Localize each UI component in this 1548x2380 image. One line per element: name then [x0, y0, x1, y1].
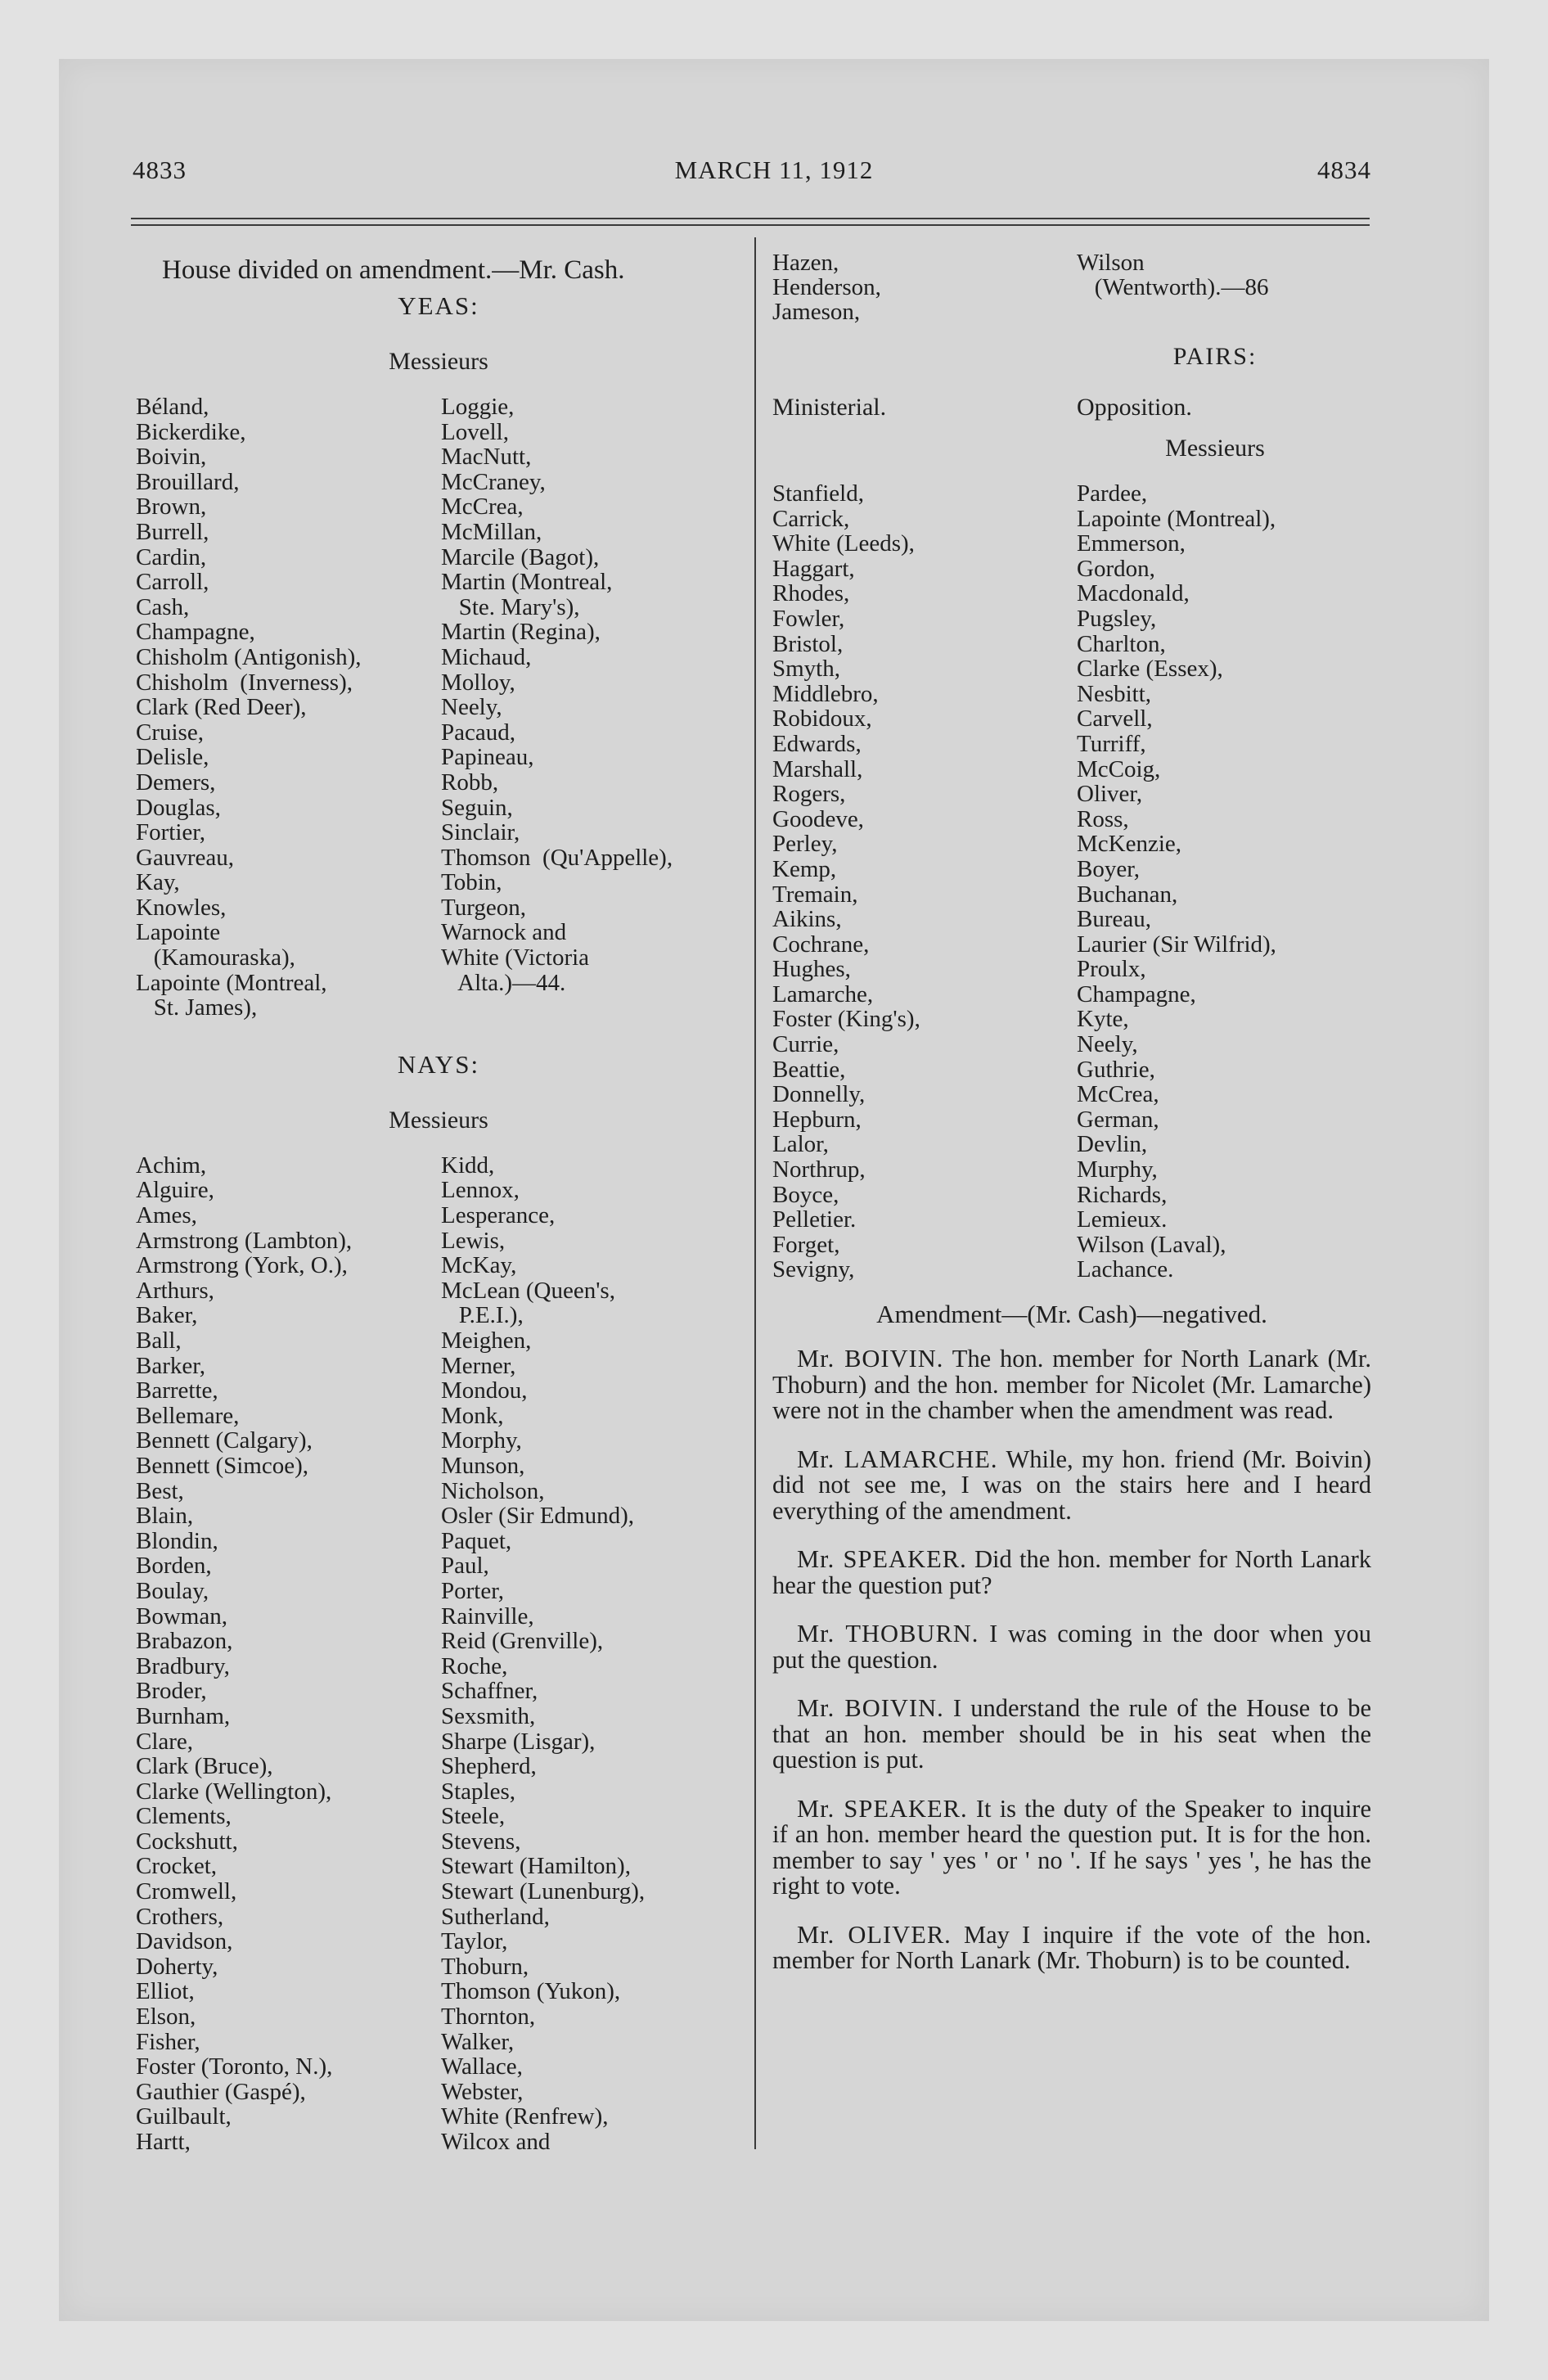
left-column: [136, 250, 741, 2155]
member-name: Haggart,: [772, 555, 855, 582]
member-name: McLean (Queen's,: [441, 1277, 615, 1304]
member-name: Kyte,: [1077, 1006, 1129, 1033]
member-name: Rhodes,: [772, 580, 850, 607]
member-name: White (Victoria: [441, 944, 590, 971]
member-name: Kay,: [136, 869, 180, 896]
member-name: Ross,: [1077, 805, 1129, 832]
member-name: Hughes,: [772, 956, 851, 983]
member-name: Nicholson,: [441, 1477, 545, 1504]
member-name: P.E.I.),: [441, 1302, 524, 1329]
member-name: Northrup,: [772, 1156, 866, 1183]
header-rule: [131, 224, 1370, 226]
member-name: Kidd,: [441, 1152, 495, 1179]
member-name: Fisher,: [136, 2028, 200, 2055]
member-name: Cromwell,: [136, 1878, 237, 1905]
speaker-name: Mr. BOIVIN.: [797, 1345, 944, 1373]
member-name: McCrea,: [441, 494, 524, 521]
member-name: Mondou,: [441, 1377, 528, 1404]
member-name: Sevigny,: [772, 1256, 855, 1283]
member-name: Brown,: [136, 494, 207, 521]
speaker-name: Mr. SPEAKER.: [797, 1794, 968, 1823]
nays-messieurs: Messieurs: [389, 1106, 488, 1134]
nays-list: [136, 1153, 741, 2155]
yeas-list: [136, 394, 741, 1021]
member-name: Michaud,: [441, 643, 532, 670]
member-name: Foster (Toronto, N.),: [136, 2053, 333, 2080]
pairs-col2: [1077, 481, 1371, 1282]
member-name: McMillan,: [441, 518, 542, 545]
pairs-labels: [772, 393, 1371, 422]
member-name: Brabazon,: [136, 1628, 233, 1655]
member-name: Smyth,: [772, 656, 840, 683]
member-name: Bristol,: [772, 630, 844, 657]
member-name: Edwards,: [772, 730, 862, 757]
member-name: Armstrong (York, O.),: [136, 1252, 348, 1279]
member-name: Clark (Red Deer),: [136, 694, 307, 721]
member-name: Wilson: [1077, 250, 1145, 276]
member-name: Gordon,: [1077, 555, 1155, 582]
member-name: Murphy,: [1077, 1156, 1158, 1183]
member-name: Forget,: [772, 1231, 840, 1258]
member-name: Fortier,: [136, 819, 206, 846]
member-name: Crothers,: [136, 1903, 224, 1930]
debate-paragraph: [772, 1696, 1371, 1774]
member-name: Martin (Regina),: [441, 619, 601, 646]
member-name: Ball,: [136, 1327, 182, 1354]
member-name: Clark (Bruce),: [136, 1753, 273, 1780]
right-column: [772, 250, 1371, 1997]
member-name: Perley,: [772, 831, 838, 858]
member-name: Osler (Sir Edmund),: [441, 1503, 634, 1530]
debate-paragraph: [772, 1346, 1371, 1424]
member-name: Neely,: [1077, 1031, 1138, 1058]
speech-text: The hon. member for North Lanark (Mr. Thoburn) and the hon. member for Nicolet (Mr. Lamarche) were not in the chamber when the amendment was read.: [772, 1345, 1371, 1424]
member-name: Sinclair,: [441, 819, 520, 846]
member-name: Champagne,: [1077, 980, 1196, 1007]
member-name: Monk,: [441, 1402, 504, 1429]
member-name: Jameson,: [772, 299, 861, 325]
member-name: Champagne,: [136, 619, 255, 646]
member-name: Bennett (Calgary),: [136, 1427, 313, 1454]
member-name: Burrell,: [136, 518, 209, 545]
member-name: Webster,: [441, 2078, 524, 2105]
member-name: Tremain,: [772, 881, 858, 908]
member-name: Richards,: [1077, 1181, 1168, 1208]
member-name: Staples,: [441, 1778, 516, 1805]
speech-text: It is the duty of the Speaker to inquire if an hon. member heard the question put. It is for the hon. member to say ' yes ' or ' no '. If he says ' yes ', he has the right to vote.: [772, 1794, 1371, 1900]
member-name: Cruise,: [136, 719, 204, 746]
member-name: Cash,: [136, 593, 190, 620]
member-name: Rainville,: [441, 1602, 534, 1629]
member-name: Guilbault,: [136, 2103, 232, 2130]
member-name: Gauvreau,: [136, 844, 234, 871]
column-divider: [754, 237, 756, 2149]
page-date-title: MARCH 11, 1912: [674, 156, 874, 184]
member-name: Proulx,: [1077, 956, 1146, 983]
header-rule: [131, 218, 1370, 219]
member-name: Paquet,: [441, 1527, 512, 1554]
speaker-name: Mr. SPEAKER.: [797, 1545, 967, 1573]
opposition-label: Opposition.: [1077, 394, 1192, 421]
member-name: Carvell,: [1077, 705, 1153, 732]
member-name: Wilcox and: [441, 2129, 551, 2155]
member-name: Turriff,: [1077, 730, 1146, 757]
yeas-col2: [441, 394, 744, 1021]
member-name: Reid (Grenville),: [441, 1628, 604, 1655]
member-name: Walker,: [441, 2028, 515, 2055]
member-name: Paul,: [441, 1553, 489, 1580]
member-name: Thomson (Qu'Appelle),: [441, 844, 673, 871]
page-header: [0, 156, 1548, 188]
amendment-result: Amendment—(Mr. Cash)—negatived.: [876, 1300, 1267, 1328]
member-name: McCoig,: [1077, 755, 1161, 782]
member-name: Oliver,: [1077, 781, 1143, 808]
member-name: Laurier (Sir Wilfrid),: [1077, 931, 1276, 958]
debate-paragraph: [772, 1547, 1371, 1598]
member-name: Lennox,: [441, 1177, 520, 1204]
member-name: Douglas,: [136, 794, 221, 821]
nays-cont-col1: [772, 250, 1077, 324]
member-name: Stevens,: [441, 1828, 521, 1855]
member-name: Pugsley,: [1077, 605, 1157, 632]
member-name: Lalor,: [772, 1131, 829, 1158]
member-name: Marcile (Bagot),: [441, 543, 600, 570]
member-name: Ste. Mary's),: [441, 593, 580, 620]
pairs-list: [772, 481, 1371, 1282]
member-name: Cochrane,: [772, 931, 870, 958]
member-name: Hartt,: [136, 2129, 191, 2155]
member-name: Molloy,: [441, 669, 515, 696]
member-name: Stanfield,: [772, 480, 864, 507]
member-name: Clarke (Wellington),: [136, 1778, 332, 1805]
member-name: Lachance.: [1077, 1256, 1174, 1283]
member-name: Chisholm (Inverness),: [136, 669, 353, 696]
member-name: Beattie,: [772, 1056, 846, 1083]
pairs-messieurs: Messieurs: [1165, 435, 1265, 462]
division-title: House divided on amendment.—Mr. Cash.: [162, 255, 625, 285]
member-name: Baker,: [136, 1302, 198, 1329]
member-name: Merner,: [441, 1352, 516, 1379]
member-name: Arthurs,: [136, 1277, 214, 1304]
member-name: (Kamouraska),: [136, 944, 295, 971]
member-name: Lapointe (Montreal,: [136, 969, 327, 996]
member-name: Bowman,: [136, 1602, 227, 1629]
member-name: Guthrie,: [1077, 1056, 1155, 1083]
member-name: Chisholm (Antigonish),: [136, 643, 362, 670]
member-name: Fowler,: [772, 605, 845, 632]
speech-text: While, my hon. friend (Mr. Boivin) did not see me, I was on the stairs here and I heard everything of the amendment.: [772, 1445, 1371, 1525]
member-name: Béland,: [136, 394, 209, 420]
member-name: Cockshutt,: [136, 1828, 238, 1855]
member-name: Shepherd,: [441, 1753, 537, 1780]
member-name: Sexsmith,: [441, 1702, 536, 1729]
speech-text: I was coming in the door when you put the question.: [772, 1620, 1372, 1674]
member-name: McKenzie,: [1077, 831, 1182, 858]
member-name: Alguire,: [136, 1177, 214, 1204]
member-name: Brouillard,: [136, 468, 240, 495]
member-name: Bradbury,: [136, 1652, 230, 1679]
member-name: Buchanan,: [1077, 881, 1178, 908]
member-name: Nesbitt,: [1077, 680, 1152, 707]
member-name: Cardin,: [136, 543, 207, 570]
member-name: Papineau,: [441, 744, 534, 771]
member-name: Goodeve,: [772, 805, 864, 832]
member-name: Alta.)—44.: [441, 969, 566, 996]
member-name: Robb,: [441, 769, 499, 796]
member-name: Roche,: [441, 1652, 508, 1679]
member-name: Broder,: [136, 1678, 207, 1705]
member-name: Schaffner,: [441, 1678, 538, 1705]
member-name: Macdonald,: [1077, 580, 1190, 607]
member-name: Pardee,: [1077, 480, 1148, 507]
member-name: Wallace,: [441, 2053, 523, 2080]
member-name: Best,: [136, 1477, 184, 1504]
member-name: Hepburn,: [772, 1106, 862, 1133]
member-name: Pacaud,: [441, 719, 515, 746]
member-name: Seguin,: [441, 794, 513, 821]
member-name: Loggie,: [441, 394, 515, 420]
debate: [772, 1346, 1371, 1974]
member-name: White (Renfrew),: [441, 2103, 609, 2130]
page-number-left: 4833: [133, 156, 187, 184]
member-name: Gauthier (Gaspé),: [136, 2078, 306, 2105]
yeas-col1: [136, 394, 441, 1021]
member-name: Sharpe (Lisgar),: [441, 1728, 596, 1755]
member-name: Stewart (Lunenburg),: [441, 1878, 646, 1905]
member-name: Lapointe (Montreal),: [1077, 505, 1276, 532]
speech-text: I understand the rule of the House to be that an hon. member should be in his seat when the question is put.: [772, 1694, 1371, 1774]
member-name: Crocket,: [136, 1853, 218, 1880]
member-name: Boivin,: [136, 444, 207, 471]
member-name: Middlebro,: [772, 680, 879, 707]
member-name: Boyer,: [1077, 855, 1140, 882]
member-name: Neely,: [441, 694, 502, 721]
member-name: Clare,: [136, 1728, 194, 1755]
member-name: Steele,: [441, 1803, 506, 1830]
nays-col1: [136, 1153, 441, 2155]
member-name: Wilson (Laval),: [1077, 1231, 1226, 1258]
member-name: Demers,: [136, 769, 216, 796]
member-name: Currie,: [772, 1031, 839, 1058]
yeas-heading: YEAS:: [398, 291, 479, 320]
member-name: Foster (King's),: [772, 1006, 920, 1033]
debate-paragraph: [772, 1796, 1371, 1900]
member-name: Thornton,: [441, 2004, 536, 2031]
member-name: Lemieux.: [1077, 1206, 1168, 1233]
member-name: Blondin,: [136, 1527, 218, 1554]
member-name: German,: [1077, 1106, 1159, 1133]
member-name: Armstrong (Lambton),: [136, 1227, 353, 1254]
member-name: Barker,: [136, 1352, 205, 1379]
member-name: Elliot,: [136, 1978, 195, 2005]
member-name: Rogers,: [772, 781, 846, 808]
member-name: Bureau,: [1077, 906, 1151, 933]
member-name: Ames,: [136, 1202, 197, 1229]
member-name: Henderson,: [772, 274, 881, 300]
member-name: Delisle,: [136, 744, 209, 771]
member-name: Lapointe: [136, 919, 221, 946]
member-name: Taylor,: [441, 1928, 508, 1955]
member-name: Marshall,: [772, 755, 863, 782]
member-name: Thoburn,: [441, 1953, 529, 1980]
nays-col2: [441, 1153, 744, 2155]
member-name: Tobin,: [441, 869, 502, 896]
member-name: St. James),: [136, 994, 258, 1021]
member-name: Carrick,: [772, 505, 850, 532]
member-name: McCraney,: [441, 468, 546, 495]
debate-paragraph: [772, 1621, 1371, 1673]
member-name: Munson,: [441, 1452, 525, 1479]
member-name: Aikins,: [772, 906, 842, 933]
member-name: Boyce,: [772, 1181, 839, 1208]
member-name: MacNutt,: [441, 444, 532, 471]
member-name: Morphy,: [441, 1427, 522, 1454]
member-name: Pelletier.: [772, 1206, 857, 1233]
member-name: Burnham,: [136, 1702, 231, 1729]
member-name: Meighen,: [441, 1327, 532, 1354]
member-name: Donnelly,: [772, 1081, 866, 1108]
member-name: Devlin,: [1077, 1131, 1148, 1158]
member-name: White (Leeds),: [772, 530, 915, 557]
speaker-name: Mr. OLIVER.: [797, 1920, 952, 1949]
member-name: Achim,: [136, 1152, 207, 1179]
member-name: (Wentworth).—86: [1077, 274, 1269, 300]
member-name: Carroll,: [136, 569, 209, 596]
member-name: Sutherland,: [441, 1903, 550, 1930]
yeas-messieurs: Messieurs: [389, 348, 488, 375]
member-name: Bennett (Simcoe),: [136, 1452, 309, 1479]
member-name: Boulay,: [136, 1577, 209, 1604]
member-name: Turgeon,: [441, 894, 526, 921]
member-name: Davidson,: [136, 1928, 233, 1955]
debate-paragraph: [772, 1922, 1371, 1974]
member-name: Doherty,: [136, 1953, 218, 1980]
member-name: Bellemare,: [136, 1402, 240, 1429]
nays-continued: [772, 250, 1371, 324]
member-name: Barrette,: [136, 1377, 218, 1404]
member-name: Thomson (Yukon),: [441, 1978, 621, 2005]
member-name: Borden,: [136, 1553, 212, 1580]
nays-cont-col2: [1077, 250, 1371, 324]
member-name: Robidoux,: [772, 705, 872, 732]
member-name: McCrea,: [1077, 1081, 1159, 1108]
pairs-heading: PAIRS:: [1172, 343, 1258, 370]
member-name: Lovell,: [441, 418, 509, 445]
pairs-col1: [772, 481, 1077, 1282]
debate-paragraph: [772, 1447, 1371, 1525]
member-name: Blain,: [136, 1503, 194, 1530]
member-name: Porter,: [441, 1577, 504, 1604]
member-name: Lewis,: [441, 1227, 506, 1254]
speaker-name: Mr. BOIVIN.: [797, 1694, 944, 1722]
member-name: Bickerdike,: [136, 418, 246, 445]
member-name: Lesperance,: [441, 1202, 556, 1229]
member-name: Kemp,: [772, 855, 837, 882]
member-name: Martin (Montreal,: [441, 569, 613, 596]
nays-heading: NAYS:: [397, 1049, 480, 1079]
ministerial-label: Ministerial.: [772, 394, 887, 421]
member-name: Clements,: [136, 1803, 232, 1830]
member-name: Elson,: [136, 2004, 196, 2031]
member-name: Hazen,: [772, 250, 839, 276]
member-name: McKay,: [441, 1252, 517, 1279]
member-name: Emmerson,: [1077, 530, 1186, 557]
speaker-name: Mr. THOBURN.: [797, 1620, 979, 1648]
member-name: Clarke (Essex),: [1077, 656, 1223, 683]
speech-text: May I inquire if the vote of the hon. member for North Lanark (Mr. Thoburn) is to be counted.: [772, 1920, 1372, 1974]
member-name: Charlton,: [1077, 630, 1166, 657]
member-name: Stewart (Hamilton),: [441, 1853, 631, 1880]
member-name: Warnock and: [441, 919, 567, 946]
member-name: Knowles,: [136, 894, 227, 921]
speech-text: Did the hon. member for North Lanark hear the question put?: [772, 1545, 1371, 1599]
member-name: Lamarche,: [772, 980, 874, 1007]
speaker-name: Mr. LAMARCHE.: [797, 1445, 998, 1473]
page-number-right: 4834: [1317, 156, 1371, 184]
